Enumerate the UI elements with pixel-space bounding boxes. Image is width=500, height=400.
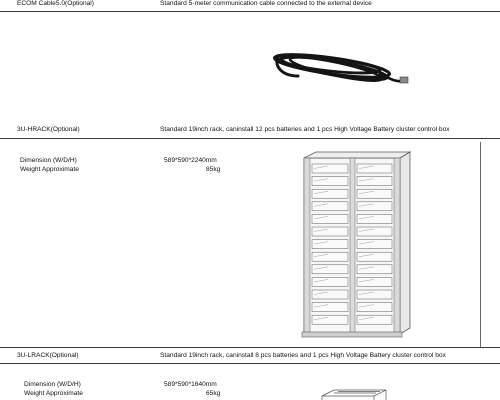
lrack-description: Standard 19inch rack, caninstall 8 pcs batteries and 1 pcs High Voltage Battery cluster control box (160, 352, 446, 359)
lrack-dimension-value: 589*590*1640mm (164, 381, 217, 388)
hrack-name: 3U-HRACK(Optional) (17, 126, 80, 133)
hrack-dimension-value: 589*590*2240mm (164, 157, 217, 164)
lrack-name: 3U-LRACK(Optional) (17, 352, 79, 359)
lrack-weight-value: 65kg (206, 390, 221, 397)
short-rack-image (320, 388, 390, 400)
tall-rack-image (298, 150, 414, 340)
hrack-weight-label: Weight Approximate (20, 166, 79, 173)
hrack-divider (0, 138, 500, 139)
page-edge-line (480, 142, 481, 347)
hrack-dimension-label: Dimension (W/D/H) (20, 157, 77, 164)
hrack-description: Standard 19inch rack, caninstall 12 pcs batteries and 1 pcs High Voltage Battery cluster control box (160, 126, 450, 133)
lrack-dimension-label: Dimension (W/D/H) (24, 381, 81, 388)
hrack-weight-value: 85kg (206, 166, 221, 173)
lrack-weight-label: Weight Approximate (24, 390, 83, 397)
lrack-divider (0, 363, 500, 364)
ecom-name: ECOM Cable5.0(Optional) (17, 0, 94, 7)
lrack-top-divider (0, 347, 500, 348)
ecom-divider (0, 11, 500, 12)
coiled-cable-image (268, 36, 418, 106)
ecom-description: Standard 5-meter communication cable connected to the external device (160, 0, 372, 7)
